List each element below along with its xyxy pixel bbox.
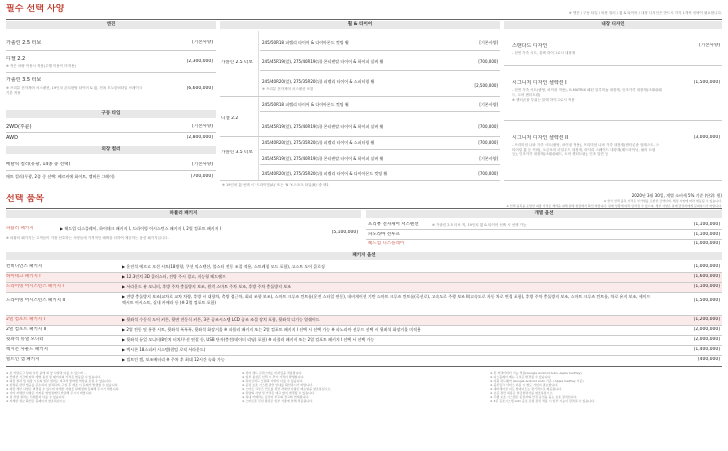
interior-sub-2: - 천연 가죽 시트(퀼팅, 파이핑 적용), G-MATRIX 패턴 알루미늄 내장재, 인조가죽 내장재(크래쉬패드, 도어 센터트림): [512, 88, 662, 97]
individual-price-2: [1,100,000]: [693, 232, 720, 237]
drive-item-1: 2WD(후륜): [6, 124, 32, 130]
wheel-g1-p3: [2,500,000]: [474, 83, 498, 88]
footnotes-col3: ※ 폰 커넥티비티 기능 적용(Google Android Auto, Apple CarPlay) ※ 디스플레이 메뉴 구성은 변경될 수 있습니다. ※ 지원 하드웨어 (Google Android Auto 기준 / Apple CarPlay 기준) ※ 블루링크 서비스 이용 시 별도 가입이 필요합니다. ※ 내비게이션 지도 업데이트는 정기적으로 제공됩니다. ※ 보증 관련 내용은 취급설명서를 참조하십시오. ※ 주행 보조 시스템은 운전자의 안전 운전을 돕는 보조 장치입니다. ※ 3존 공조시스템 LCD 공조 조절 장치 적용 시 일부 기능이 달라질 수 있습니다.: [490, 371, 595, 403]
interior-sub-3: - 프리미엄 나파 가죽 시트(퀼팅, 파이핑 적용), 프리미엄 나파 가죽 내장재(센터콘솔 암레스트, 스티어링 휠 등 커버), 오픈포어 리얼우드 내장재, 럭셔리 스웨이드 내장재(헤드라이닝, 필러 트림 등), 인조가죽 내장재(크래쉬패드, 도어 센터트림), 인조 알칸 등: [512, 143, 660, 156]
interior-item-1: 스탠다드 디자인: [512, 43, 548, 49]
color-item-1: 메탈릭 컬러(유광, 14종 중 선택): [6, 162, 71, 167]
wheel-g1-p2: [700,000]: [478, 59, 498, 64]
wheel-g3-p3: [700,000]: [478, 171, 498, 176]
option-price-5: [1,200,000]: [693, 317, 720, 322]
option-name-4: 드라이빙 어시스턴스 패키지 II: [6, 298, 66, 303]
interior-sub-1: - 천연 가죽 시트, 블랙 하이그로시 내장재: [512, 51, 576, 55]
wheel-g3-p2: [기본사양]: [479, 156, 498, 161]
wheel-g1-r1: 245/50R18 피렐리 타이어 & 다이아몬드 컷팅 휠: [262, 40, 349, 45]
option-name-1: 컨비니언스 패키지: [6, 264, 43, 269]
option-content-6: ▶ 2열 전동 및 통풍 시트, 뒷좌석 폭폭폭, 뒷좌석 화장거울 ※ 파퓰러 패키지 또는 2열 컴포트 패키지 I 선택 시 선택 가능 ※ 파노라마 선루프 선택 시 뒷좌석 화장거울 미적용: [122, 327, 421, 332]
option-content-4: ▶ 전방 충돌방지 보조(교차로 교차 차량, 후방 시 대향차, 측방 접근차, 회피 조향 보조), 스마트 크루즈 컨트롤(운전 스타일 연동), 내비게이션 기반 스마트 크루즈 컨트롤(곡선로), 고속도로 주행 보조 II(고속도로 자동 차로 변경 포함), 후방 주차 충돌방지 보조, 스마트 크루즈 컨트롤, 차로 유지 보조, 세이프 엑시트 어시스트, 실내 카메라 등 (※ 2열 컴포트 포함): [122, 294, 651, 305]
color-price-1: [기본사양]: [192, 162, 213, 167]
interior-header: 내장 디자인: [504, 21, 722, 29]
individual-name-3: 헤드업 디스플레이: [368, 241, 405, 246]
wheel-g1-p1: [기본사양]: [479, 40, 498, 45]
engine-price-2: [2,300,000]: [186, 59, 213, 64]
interior-item-3: 시그니처 디자인 셀렉션 II: [512, 135, 569, 141]
option-price-1: [1,000,000]: [693, 264, 720, 269]
wheel-g3-r2: 245/45R19(앞), 275/40R19(뒤) 콘티넨탈 타이어 & 하이퍼 실버 휠: [262, 156, 384, 161]
footnotes-col2: ※ 리어 헤드 글라스에는 미러링을 적용합니다. ※ 일부 옵션은 선택 시 추가 가격이 발생합니다. ※ 하이브리드 모델과 사양이 다를 수 있습니다. ※ 운전 보조 시스템 관련 안내를 확인하시기 바랍니다. ※ 스마트 크루즈 컨트롤 관련 자세한 사항은 매뉴얼을 참조하십시오. ※ 차량의 사양 및 가격은 예고 없이 변경될 수 있습니다. ※ 실내 카메라는 운전자 부주의 경고와 연계됩니다. ※ 스마트폰 무선 충전은 일부 기종에 한해 적용됩니다.: [242, 371, 332, 403]
individual-price-1: [1,100,000]: [693, 222, 720, 227]
package-name: 파퓰러 패키지: [6, 226, 34, 231]
option-note: ※ 선택 품목을 포함한 최종 가격은 계약을 위해 판매 현장에서 확인 바랍니다. 판매 상황에 따라 달라질 수 있으며, 세부 사양은 판매 담당자에게 문의하시기 바랍니다.: [506, 204, 722, 208]
drive-price-2: [2,800,000]: [186, 135, 213, 140]
option-name-7: 뒷좌석 듀얼 모니터: [6, 337, 44, 342]
engine-header: 엔진: [6, 21, 216, 29]
option-content-7: ▶ 뒷좌석 듀얼 모니터(8인치 터치/무선 연결 등, USB 단자(충전/데이터 리딩) 포함) ※ 파퓰러 패키지 또는 2열 컴포트 패키지 I 선택 시 선택 가능: [122, 337, 375, 342]
wheel-g1-r2: 245/45R19(앞), 275/40R19(뒤) 콘티넨탈 타이어 & 하이퍼 실버 휠: [262, 59, 384, 64]
wheel-g1-r3: 245/40R20(앞), 275/35R20(뒤) 피렐리 타이어 & 스퍼터링 휠: [262, 79, 375, 84]
option-price-2: [1,600,000]: [693, 274, 720, 279]
wheel-g3-r1: 245/40R20(앞), 275/35R20(뒤) 피렐리 타이어 & 스퍼터링 휠: [262, 140, 375, 145]
option-price-9: [400,000]: [697, 357, 720, 362]
color-header: 외장 컬러: [6, 146, 216, 154]
engine-item-1: 가솔린 2.5 터보: [6, 40, 42, 46]
engine-price-1: [기본사양]: [192, 40, 213, 45]
wheel-g2-r1: 245/50R18 피렐리 타이어 & 다이아몬드 컷팅 휠: [262, 102, 349, 107]
individual-name-2: 파노라마 선루프: [368, 232, 400, 237]
option-price-3: [1,100,000]: [693, 284, 720, 289]
interior-price-1: [기본사양]: [699, 43, 720, 48]
option-price-7: [2,000,000]: [693, 337, 720, 342]
engine-sub-2: ※ 적은 차량 이용시 적용(주행 이용이 미적용): [6, 64, 76, 68]
wheel-group-1: 가솔린 2.5 터보: [221, 60, 253, 65]
option-content-8: ▶ 렉시콘 18스피커 시스템(퀀텀 로직 서라운드): [122, 347, 206, 352]
option-price-4: [1,500,000]: [693, 298, 720, 303]
price-note: 2020년 3월 30일, 개별 소비세 5% 기준 (단위: 원): [631, 193, 722, 198]
wheel-g2-r2: 245/45R19(앞), 275/40R19(뒤) 콘티넨탈 타이어 & 하이퍼 실버 휠: [262, 124, 384, 129]
page-title: 필수 선택 사양: [6, 4, 65, 14]
wheel-note: ※ 19인치 휠 선택 시 '드라이빙(A)' 또는 'N 'Y-스포츠 타입(B)' 중 택1: [222, 183, 329, 187]
wheel-g2-p2: [700,000]: [478, 124, 498, 129]
individual-header: 개별 옵션: [366, 210, 722, 218]
engine-sub-3: ※ 프리뷰 전자제어 서스펜션, 19인치 콘티넨탈 타이어 & 휠, 전폭 모노블럭타입 브레이크 기본 적용: [6, 86, 143, 95]
option-price-6: [2,000,000]: [693, 327, 720, 332]
wheel-g2-p1: [기본사양]: [479, 102, 498, 107]
option-content-3: ▶ 서라운드 뷰 모니터, 후방 주차 충돌방지 보조, 원격 스마트 주차 보조, 후방 주차 충돌방지 보조: [122, 284, 291, 289]
wheel-group-2: 디젤 2.2: [221, 116, 239, 121]
packages-header: 파퓰러 패키지: [6, 210, 361, 218]
option-name-3: 드라이빙 어시스턴스 패키지 I: [6, 284, 64, 289]
option-content-1: ▶ 운전석 에르고 모션 시트(18방향, 쿠션 익스텐션, 볼스터 전동 조절 적용, 스트레칭 모드 포함), 고스트 도어 클로징: [122, 264, 325, 269]
drive-header: 구동 타입: [6, 110, 216, 118]
interior-item-2: 시그니처 디자인 셀렉션 I: [512, 80, 567, 86]
option-name-9: 빌트인 캠 패키지: [6, 357, 40, 362]
color-item-2: 매트 컬러(무광, 2종 중 선택: 베르비에 화이트, 멜버른 그레이): [6, 174, 115, 179]
wheel-g3-p1: [700,000]: [478, 140, 498, 145]
option-content-9: ▶ 빌트인 캠, 보조배터리 ※ 주차 후 최대 12시간 녹화 가능: [122, 357, 225, 362]
interior-sub2-2: ※ 센터콘솔 부위는 블랙 하이그로시 적용: [512, 98, 575, 102]
option-name-6: 2열 컴포트 패키지 II: [6, 327, 47, 332]
wheel-g1-sub3: ※ 프리뷰 전자제어 서스펜션 포함: [262, 87, 314, 91]
wheel-g3-r3: 245/40R20(앞), 275/35R20(뒤) 피렐리 타이어 & 다이아몬드 컷팅 휠: [262, 171, 388, 176]
individual-price-3: [1,000,000]: [693, 241, 720, 246]
options-header: 패키지 옵션: [6, 252, 722, 260]
interior-price-3: [3,000,000]: [693, 135, 720, 140]
package-content: ▶ 헤드업 디스플레이, 하이테크 패키지 I, 드라이빙 어시스턴스 패키지 I, 2열 컴포트 패키지 I: [60, 226, 221, 231]
option-name-8: 렉시콘 사운드 패키지: [6, 347, 48, 352]
package-price: [5,100,000]: [331, 230, 358, 235]
drive-price-1: [기본사양]: [192, 124, 213, 129]
color-price-2: [700,000]: [190, 174, 213, 179]
individual-name-1: 프리뷰 전자제어 서스펜션: [368, 222, 419, 227]
engine-item-3: 가솔린 3.5 터보: [6, 77, 42, 83]
wheel-group-3: 가솔린 3.5 터보: [221, 150, 253, 155]
wheel-header: 휠 & 타이어: [220, 21, 500, 29]
option-name-2: 하이테크 패키지 I: [6, 274, 41, 279]
interior-price-2: [1,500,000]: [693, 80, 720, 85]
option-name-5: 2열 컴포트 패키지 I: [6, 317, 45, 322]
engine-price-3: [6,600,000]: [186, 86, 213, 91]
option-title: 선택 품목: [6, 194, 44, 204]
option-price-8: [1,400,000]: [693, 347, 720, 352]
footnotes-col1: ※ 본 카탈로그 상의 사진 중에 외 앞 사양과 다를 수 있으며 ... ※ 컨벤션 기간에 따라 개별 옵션 및 패키지의 가격은 변동될 수 있습니다. ※ 외장 컬러 및 내장 시트의 일부 컬러는 비교적 빛바랜 색상을 보일 수 있습니다. ※ 한정된 관련 법규를 준수하여 설치되며, 구입 후 개조 시 문제가 발생할 수 있습니다. ※ 외장 세부 사양은 변경될 수 있으며 자세한 사항은 판매점에 문의해 주시기 바랍니다. ※ 기타 자세한 사항은 가까운 영업점에서 상담해 주시기 바랍니다. ※ 실 차량 컬러는 인쇄물과 다를 수 있습니다. ※ 자세한 정보 확인은 홈페이지 참조하십시오.: [6, 371, 120, 403]
individual-note-1: ※ 가솔린 2.5 터보 적, 19인치 휠 & 타이어 선택 시 선택 가능: [432, 223, 527, 227]
drive-item-2: AWD: [6, 135, 18, 141]
option-content-2: ▶ 12.3인치 3D 클러스터, 전방 주시 경고, 지능형 헤드램프: [122, 274, 226, 279]
engine-item-2: 디젤 2.2: [6, 56, 26, 62]
package-sub: ※ 파퓰러 패키지는 고객들이 가장 선호하는 사양들에 가격적인 혜택을 더하여 제공하는 옵션 패키지입니다.: [6, 236, 169, 240]
option-content-5: ▶ 뒷좌석 수동식 도어 커튼, 뒷면 전동식 커튼, 3존 공조시스템 LCD 공조 조절 장치 포함, 뒷좌석 디기능 열쉐이드: [122, 317, 320, 322]
top-note: ※ 엔진 / 구동 타입 / 외장 컬러 / 휠 & 타이어 / 내장 디자인은 반드시 각각 1개씩 선택이 필요합니다.: [568, 11, 722, 15]
price-note-2: ※ 상기 선택 품목 가격은 부가세를 포함한 금액이며, 해당 사양에 따라 변동될 수 있습니다.: [603, 199, 722, 203]
